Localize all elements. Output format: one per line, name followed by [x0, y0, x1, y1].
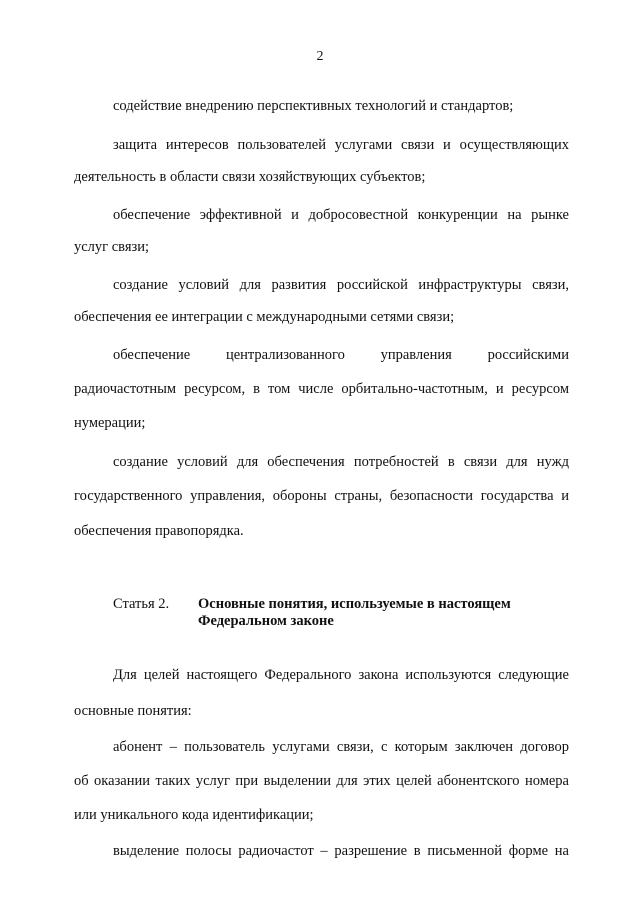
text-line: создание условий для обеспечения потребностей в связи для нужд — [113, 454, 569, 470]
text-line: обеспечения ее интеграции с международными сетями связи; — [74, 309, 455, 325]
text-line: услуг связи; — [74, 239, 150, 255]
text-line: обеспечения правопорядка. — [74, 523, 244, 539]
text-line: радиочастотным ресурсом, в том числе орбитально-частотным, и ресурсом — [74, 381, 569, 397]
article-label: Статья 2. — [113, 596, 170, 612]
text-line: деятельность в области связи хозяйствующих субъектов; — [74, 169, 426, 185]
text-line: основные понятия: — [74, 703, 192, 719]
text-line: об оказании таких услуг при выделении для этих целей абонентского номера — [74, 773, 569, 789]
text-line: Для целей настоящего Федерального закона используются следующие — [113, 667, 569, 683]
text-line: обеспечение централизованного управления российскими — [113, 347, 569, 363]
text-line: нумерации; — [74, 415, 146, 431]
text-line: создание условий для развития российской инфраструктуры связи, — [113, 277, 569, 293]
page-number: 2 — [316, 49, 324, 64]
text-line: обеспечение эффективной и добросовестной конкуренции на рынке — [113, 207, 569, 223]
text-line: государственного управления, обороны страны, безопасности государства и — [74, 488, 569, 504]
text-line: выделение полосы радиочастот – разрешение в письменной форме на — [113, 843, 569, 859]
text-line: защита интересов пользователей услугами связи и осуществляющих — [113, 137, 569, 153]
text-line: абонент – пользователь услугами связи, с которым заключен договор — [113, 739, 569, 755]
article-title-line: Основные понятия, используемые в настоящем — [198, 596, 511, 612]
article-title-line: Федеральном законе — [198, 613, 334, 629]
text-line: или уникального кода идентификации; — [74, 807, 314, 823]
text-line: содействие внедрению перспективных технологий и стандартов; — [113, 98, 514, 114]
